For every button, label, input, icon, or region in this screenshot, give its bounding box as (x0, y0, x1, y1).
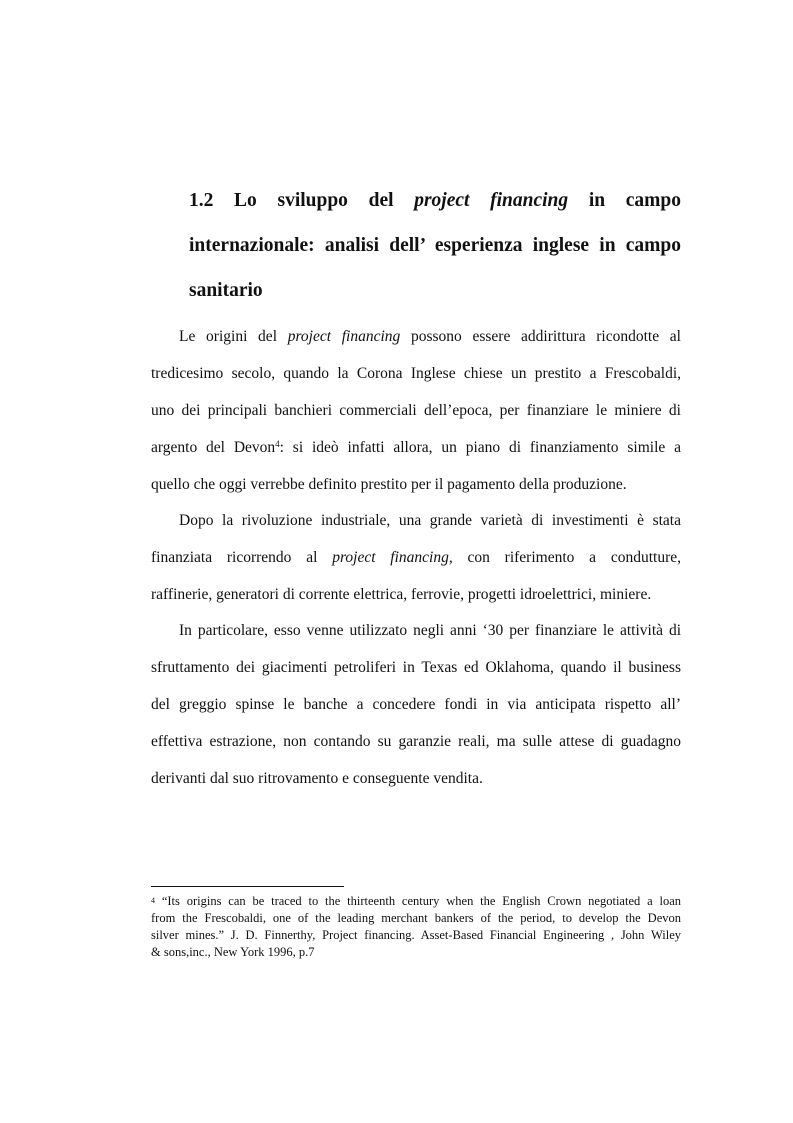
heading-text: 1.2 Lo sviluppo del (189, 190, 415, 211)
heading-text: in campo (568, 190, 681, 211)
paragraph-line: uno dei principali banchieri commerciali dell’epoca, per finanziare le miniere di (151, 402, 681, 419)
text-run: “Its origins can be traced to the thirteenth century when the English Crown negotiated a loan (155, 894, 681, 908)
footnote (151, 893, 681, 961)
paragraph-line: Dopo la rivoluzione industriale, una grande varietà di investimenti è stata (179, 512, 681, 529)
text-run: , con riferimento a condutture, (448, 549, 681, 566)
paragraph-line (151, 429, 681, 466)
paragraph-1 (151, 318, 681, 503)
footnote-line: from the Frescobaldi, one of the leading merchant bankers of the period, to develop the Devon (151, 911, 681, 925)
italic-term: project financing (332, 549, 449, 566)
paragraph-line (151, 318, 681, 355)
text-run: : si ideò infatti allora, un piano di finanziamento simile a (279, 439, 682, 456)
heading-line-2: internazionale: analisi dell’ esperienza inglese in campo (189, 235, 681, 256)
paragraph-2 (151, 502, 681, 613)
paragraph-line: effettiva estrazione, non contando su garanzie reali, ma sulle attese di guadagno (151, 733, 681, 750)
paragraph-line: del greggio spinse le banche a concedere fondi in via anticipata rispetto all’ (151, 696, 681, 713)
text-run: possono essere addirittura ricondotte al (400, 328, 681, 345)
paragraph-3 (151, 612, 681, 797)
paragraph-line: tredicesimo secolo, quando la Corona Inglese chiese un prestito a Frescobaldi, (151, 365, 681, 382)
paragraph-line: quello che oggi verrebbe definito prestito per il pagamento della produzione. (151, 476, 627, 493)
footnote-line: silver mines.” J. D. Finnerthy, Project financing. Asset-Based Financial Engineering , John Wiley (151, 928, 681, 942)
footnote-reference[interactable]: 4 (275, 439, 280, 449)
footnote-line (151, 893, 681, 910)
heading-line-3: sanitario (189, 280, 263, 301)
paragraph-line: sfruttamento dei giacimenti petroliferi in Texas ed Oklahoma, quando il business (151, 659, 681, 676)
paragraph-line: raffinerie, generatori di corrente elettrica, ferrovie, progetti idroelettrici, miniere. (151, 586, 652, 603)
text-run: argento del Devon (151, 439, 276, 456)
heading-line-1 (189, 178, 681, 223)
footnote-line: & sons,inc., New York 1996, p.7 (151, 945, 315, 959)
italic-term: project financing (287, 328, 401, 345)
footnote-separator (151, 886, 344, 887)
paragraph-line: derivanti dal suo ritrovamento e conseguente vendita. (151, 770, 483, 787)
text-run: finanziata ricorrendo al (151, 549, 333, 566)
section-heading (189, 178, 681, 313)
text-run: Le origini del (179, 328, 288, 345)
paragraph-line (151, 539, 681, 576)
footnote-marker: 4 (151, 896, 155, 905)
heading-italic-term: project financing (414, 190, 569, 211)
paragraph-line: In particolare, esso venne utilizzato negli anni ‘30 per finanziare le attività di (179, 622, 681, 639)
